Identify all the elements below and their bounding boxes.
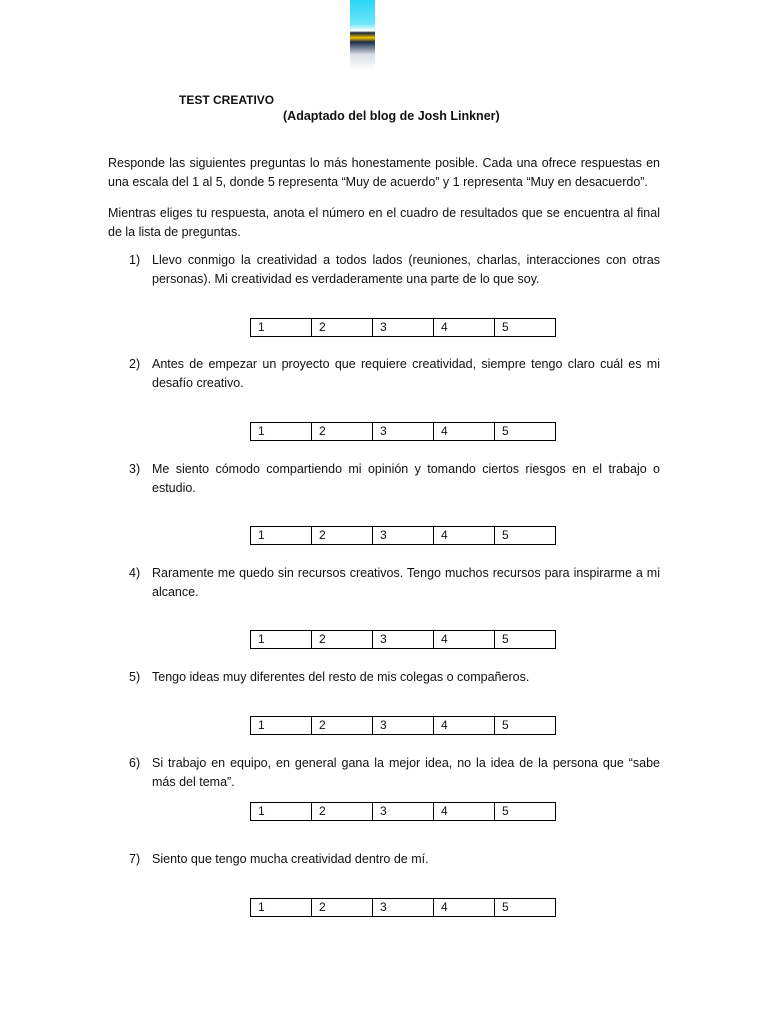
rating-option[interactable]: 2 <box>312 423 373 441</box>
rating-option[interactable]: 5 <box>495 527 556 545</box>
rating-option[interactable]: 4 <box>434 631 495 649</box>
question-item <box>108 355 660 393</box>
instructions-paragraph: Mientras eliges tu respuesta, anota el número en el cuadro de resultados que se encuentra al final de la lista de preguntas. <box>108 206 660 239</box>
rating-option[interactable]: 5 <box>495 899 556 917</box>
question-item <box>108 564 660 602</box>
rating-scale <box>250 716 556 735</box>
question-number: 1) <box>129 253 141 267</box>
rating-option[interactable]: 2 <box>312 803 373 821</box>
intro-paragraph: Responde las siguientes preguntas lo más honestamente posible. Cada una ofrece respuestas en una escala del 1 al 5, donde 5 representa “Muy de acuerdo” y 1 representa “Muy en desacuerdo”. <box>108 156 660 189</box>
question-text: Antes de empezar un proyecto que requiere creatividad, siempre tengo claro cuál es mi desafío creativo. <box>152 357 660 390</box>
rating-option[interactable]: 3 <box>373 717 434 735</box>
rating-option[interactable]: 2 <box>312 319 373 337</box>
decorative-ribbon <box>350 0 375 70</box>
question-number: 7) <box>129 852 141 866</box>
rating-option[interactable]: 3 <box>373 899 434 917</box>
question-text: Siento que tengo mucha creatividad dentro de mí. <box>152 852 429 866</box>
rating-option[interactable]: 2 <box>312 631 373 649</box>
question-item <box>108 668 660 687</box>
rating-option[interactable]: 2 <box>312 717 373 735</box>
rating-option[interactable]: 5 <box>495 319 556 337</box>
rating-option[interactable]: 5 <box>495 631 556 649</box>
question-text: Me siento cómodo compartiendo mi opinión y tomando ciertos riesgos en el trabajo o estudio. <box>152 462 660 495</box>
rating-option[interactable]: 5 <box>495 717 556 735</box>
question-number: 5) <box>129 670 141 684</box>
rating-option[interactable]: 1 <box>251 423 312 441</box>
rating-option[interactable]: 4 <box>434 423 495 441</box>
question-number: 6) <box>129 756 141 770</box>
rating-option[interactable]: 4 <box>434 803 495 821</box>
rating-option[interactable]: 3 <box>373 319 434 337</box>
rating-scale <box>250 802 556 821</box>
document-title: TEST CREATIVO <box>179 93 275 107</box>
question-text: Tengo ideas muy diferentes del resto de mis colegas o compañeros. <box>152 670 530 684</box>
question-number: 2) <box>129 357 141 371</box>
question-item <box>108 460 660 498</box>
rating-option[interactable]: 2 <box>312 527 373 545</box>
rating-option[interactable]: 1 <box>251 319 312 337</box>
question-number: 4) <box>129 566 141 580</box>
document-subtitle: (Adaptado del blog de Josh Linkner) <box>283 109 500 123</box>
rating-option[interactable]: 4 <box>434 319 495 337</box>
rating-option[interactable]: 4 <box>434 717 495 735</box>
question-text: Raramente me quedo sin recursos creativos. Tengo muchos recursos para inspirarme a mi alcance. <box>152 566 660 599</box>
rating-option[interactable]: 1 <box>251 527 312 545</box>
question-item <box>108 251 660 289</box>
rating-scale <box>250 630 556 649</box>
rating-option[interactable]: 4 <box>434 527 495 545</box>
rating-scale <box>250 422 556 441</box>
question-text: Llevo conmigo la creatividad a todos lados (reuniones, charlas, interacciones con otras personas). Mi creatividad es verdaderamente una parte de lo que soy. <box>152 253 660 286</box>
rating-option[interactable]: 3 <box>373 527 434 545</box>
question-text: Si trabajo en equipo, en general gana la mejor idea, no la idea de la persona que “sabe más del tema”. <box>152 756 660 789</box>
rating-option[interactable]: 4 <box>434 899 495 917</box>
question-item <box>108 850 660 869</box>
rating-option[interactable]: 1 <box>251 631 312 649</box>
rating-scale <box>250 898 556 917</box>
rating-scale <box>250 526 556 545</box>
rating-option[interactable]: 5 <box>495 423 556 441</box>
rating-option[interactable]: 3 <box>373 423 434 441</box>
rating-option[interactable]: 1 <box>251 717 312 735</box>
rating-option[interactable]: 3 <box>373 631 434 649</box>
rating-option[interactable]: 5 <box>495 803 556 821</box>
question-item <box>108 754 660 792</box>
rating-option[interactable]: 1 <box>251 803 312 821</box>
rating-scale <box>250 318 556 337</box>
question-number: 3) <box>129 462 141 476</box>
rating-option[interactable]: 3 <box>373 803 434 821</box>
rating-option[interactable]: 1 <box>251 899 312 917</box>
rating-option[interactable]: 2 <box>312 899 373 917</box>
